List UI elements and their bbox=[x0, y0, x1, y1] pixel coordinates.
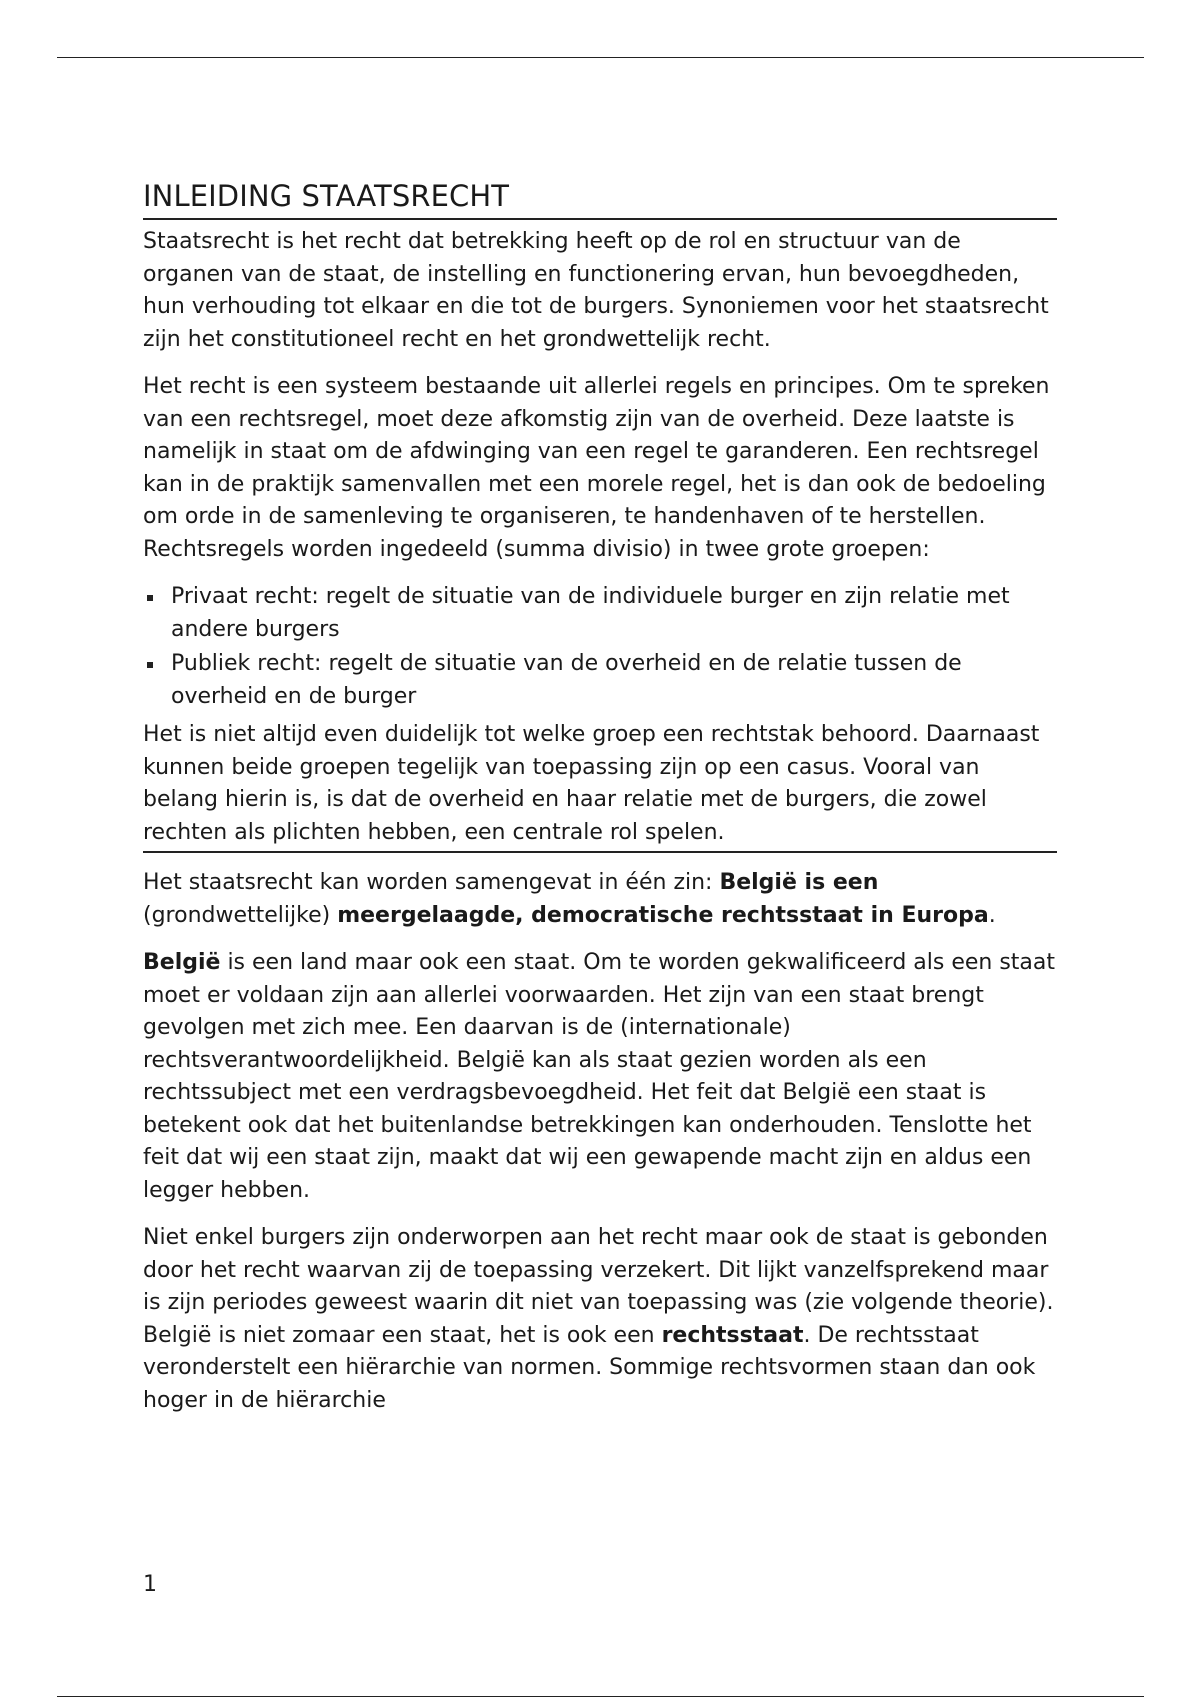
summary-end: . bbox=[988, 902, 996, 928]
paragraph-summary bbox=[143, 867, 1057, 932]
page-number: 1 bbox=[143, 1572, 157, 1597]
paragraph-belgium-state bbox=[143, 947, 1057, 1207]
page-top-rule bbox=[57, 57, 1144, 58]
list-item-text: Privaat recht: regelt de situatie van de individuele burger en zijn relatie met andere burgers bbox=[171, 584, 1010, 642]
document-title: INLEIDING STAATSRECHT bbox=[143, 176, 1057, 220]
summary-bold-2: meergelaagde, democratische rechtsstaat in Europa bbox=[337, 902, 989, 928]
belgium-bold: België bbox=[143, 950, 221, 975]
belgium-text: is een land maar ook een staat. Om te worden gekwalificeerd als een staat moet er voldaan zijn aan allerlei voorwaarden. Het zijn van een staat brengt gevolgen met zich mee. Een daarvan is de (internationale) rechtsverantwoordelijkheid. België kan als staat gezien worden als een rechtssubject met een verdragsbevoegdheid. Het feit dat België een staat is betekent ook dat het buitenlandse betrekkingen kan onderhouden. Tenslotte het feit dat wij een staat zijn, maakt dat wij een gewapende macht zijn en aldus een legger hebben. bbox=[143, 950, 1056, 1203]
page-bottom-rule bbox=[57, 1696, 1144, 1697]
paragraph-rule-of-law bbox=[143, 1222, 1057, 1417]
rule-of-law-before: Niet enkel burgers zijn onderworpen aan het recht maar ook de staat is gebonden door het recht waarvan zij de toepassing verzekert. Dit lijkt vanzelfsprekend maar is zijn periodes geweest waarin dit niet van toepassing was (zie volgende theorie). België is niet zomaar een staat, het is ook een bbox=[143, 1225, 1054, 1348]
paragraph-law-system: Het recht is een systeem bestaande uit allerlei regels en principes. Om te spreken van een rechtsregel, moet deze afkomstig zijn van de overheid. Deze laatste is namelijk in staat om de afdwinging van een regel te garanderen. Een rechtsregel kan in de praktijk samenvallen met een morele regel, het is dan ook de bedoeling om orde in de samenleving te organiseren, te handenhaven of te herstellen. Rechtsregels worden ingedeeld (summa divisio) in twee grote groepen: bbox=[143, 374, 1050, 562]
summary-bold-1: België is een bbox=[719, 870, 879, 895]
paragraph-definition: Staatsrecht is het recht dat betrekking heeft op de rol en structuur van de organen van de staat, de instelling en functionering ervan, hun bevoegdheden, hun verhouding tot elkaar en die tot de burgers. Synoniemen voor het staatsrecht zijn het constitutioneel recht en het grondwettelijk recht. bbox=[143, 229, 1049, 352]
rule-of-law-after: . De rechtsstaat veronderstelt een hiërarchie van normen. Sommige rechtsvormen staan dan ook hoger in de hiërarchie bbox=[143, 1322, 1036, 1413]
square-bullet-icon bbox=[147, 662, 153, 668]
summary-intro: Het staatsrecht kan worden samengevat in één zin: bbox=[143, 870, 720, 895]
rule-of-law-bold: rechtsstaat bbox=[661, 1322, 804, 1348]
law-groups-list bbox=[143, 581, 1057, 713]
summary-middle: (grondwettelijke) bbox=[143, 902, 338, 928]
square-bullet-icon bbox=[147, 595, 153, 601]
list-item-text: Publiek recht: regelt de situatie van de overheid en de relatie tussen de overheid en de burger bbox=[171, 651, 962, 709]
list-item bbox=[143, 648, 1057, 713]
list-item bbox=[143, 581, 1057, 646]
paragraph-clarity: Het is niet altijd even duidelijk tot welke groep een rechtstak behoord. Daarnaast kunnen beide groepen tegelijk van toepassing zijn op een casus. Vooral van belang hierin is, is dat de overheid en haar relatie met de burgers, die zowel rechten als plichten hebben, een centrale rol spelen. bbox=[143, 719, 1057, 853]
document-body bbox=[143, 176, 1057, 1432]
